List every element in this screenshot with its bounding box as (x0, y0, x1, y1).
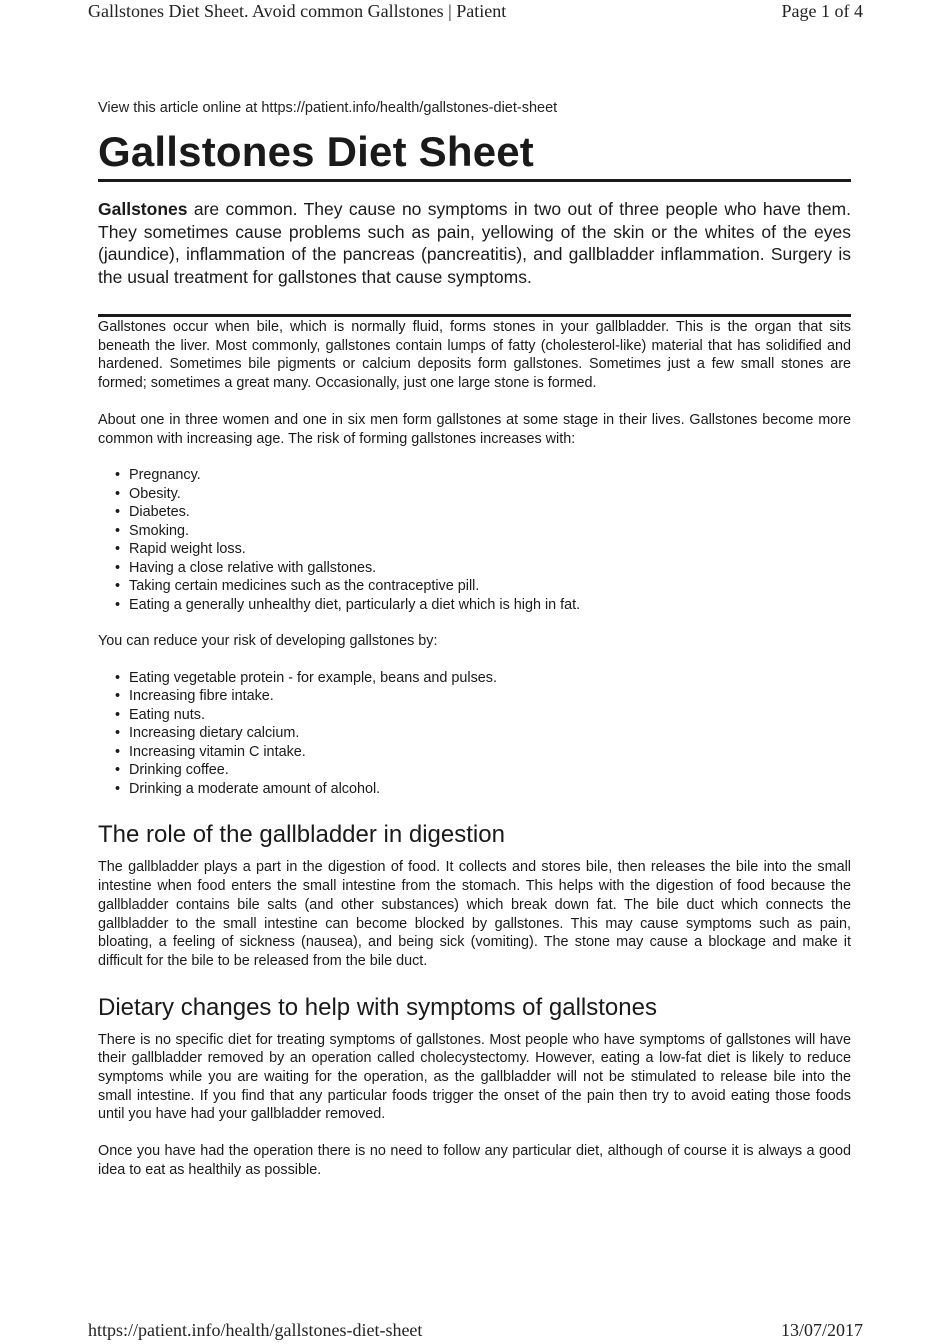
list-item: • Rapid weight loss. (115, 540, 851, 559)
print-header-page-number: Page 1 of 4 (781, 1, 863, 21)
list-item: • Drinking coffee. (115, 761, 851, 780)
view-online-line (98, 98, 851, 118)
list-item: • Smoking. (115, 522, 851, 541)
list-item: • Eating nuts. (115, 706, 851, 725)
list-item: • Increasing vitamin C intake. (115, 743, 851, 762)
list-item: • Pregnancy. (115, 466, 851, 485)
view-online-link[interactable]: https://patient.info/health/gallstones-diet-sheet (261, 100, 558, 116)
risk-factors-list (98, 466, 851, 614)
list-item: • Obesity. (115, 485, 851, 504)
prevalence-paragraph: About one in three women and one in six men form gallstones at some stage in their lives. Gallstones become more common with increasing age. The risk of forming gallstones increases with: (98, 411, 851, 447)
lead-bold-term: Gallstones (98, 199, 188, 219)
lead-text: are common. They cause no symptoms in two out of three people who have them. They sometimes cause problems such as pain, yellowing of the skin or the whites of the eyes (jaundice), inflammation of the pancreas (pancreatitis), and gallbladder inflammation. Surgery is the usual treatment for gallstones that cause symptoms. (98, 199, 851, 287)
list-item: • Increasing fibre intake. (115, 687, 851, 706)
after-operation-paragraph: Once you have had the operation there is no need to follow any particular diet, although of course it is always a good idea to eat as healthily as possible. (98, 1143, 851, 1178)
intro-paragraph: Gallstones occur when bile, which is normally fluid, forms stones in your gallbladder. This is the organ that sits beneath the liver. Most commonly, gallstones contain lumps of fatty (cholesterol-like) material that has solidified and hardened. Sometimes bile pigments or calcium deposits form gallstones. Sometimes just a few small stones are formed; sometimes a great many. Occasionally, just one large stone is formed. (98, 319, 851, 392)
gallbladder-role-paragraph: The gallbladder plays a part in the digestion of food. It collects and stores bile, then releases the bile into the small intestine when food enters the small intestine from the stomach. This helps with the digestion of food because the gallbladder contains bile salts (and other substances) which break down fat. The bile duct which connects the gallbladder to the small intestine can become blocked by gallstones. This may cause symptoms such as pain, bloating, a feeling of sickness (nausea), and being sick (vomiting). The stone may cause a blockage and make it difficult for the bile to be released from the bile duct. (98, 859, 851, 969)
risk-reducers-list (98, 669, 851, 799)
reduce-risk-paragraph: You can reduce your risk of developing gallstones by: (98, 633, 438, 650)
print-footer-url: https://patient.info/health/gallstones-diet-sheet (88, 1320, 423, 1340)
list-item: • Eating vegetable protein - for example, beans and pulses. (115, 669, 851, 688)
print-footer-date: 13/07/2017 (780, 1320, 863, 1340)
lead-paragraph (98, 198, 851, 317)
list-item: • Taking certain medicines such as the contraceptive pill. (115, 577, 851, 596)
list-item: • Diabetes. (115, 503, 851, 522)
page-title: Gallstones Diet Sheet (98, 128, 851, 182)
list-item: • Increasing dietary calcium. (115, 724, 851, 743)
article-content (98, 98, 851, 1180)
dietary-changes-paragraph: There is no specific diet for treating symptoms of gallstones. Most people who have symptoms of gallstones will have their gallbladder removed by an operation called cholecystectomy. However, eating a low-fat diet is likely to reduce symptoms while you are waiting for the operation, as the gallbladder will not be stimulated to release bile into the small intestine. If you find that any particular foods trigger the onset of the pain then try to avoid eating those foods until you have had your gallbladder removed. (98, 1031, 851, 1123)
section-heading-gallbladder-role: The role of the gallbladder in digestion (98, 821, 505, 849)
section-heading-dietary-changes: Dietary changes to help with symptoms of gallstones (98, 993, 657, 1021)
print-header-title: Gallstones Diet Sheet. Avoid common Gallstones | Patient (88, 1, 507, 21)
list-item: • Having a close relative with gallstones. (115, 559, 851, 578)
list-item: • Eating a generally unhealthy diet, particularly a diet which is high in fat. (115, 596, 851, 615)
view-online-prefix: View this article online at (98, 100, 262, 116)
list-item: • Drinking a moderate amount of alcohol. (115, 780, 851, 799)
